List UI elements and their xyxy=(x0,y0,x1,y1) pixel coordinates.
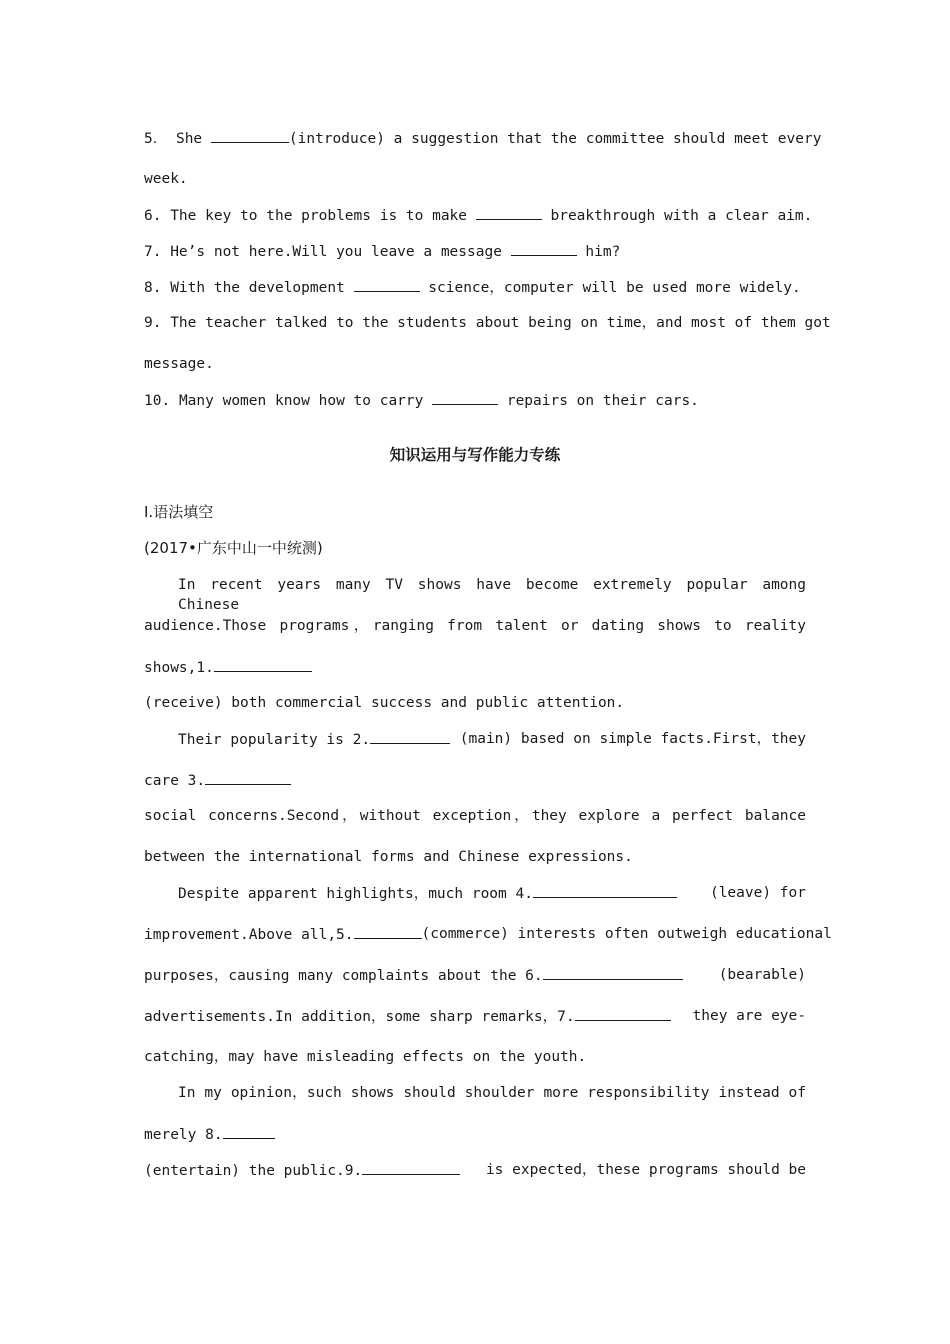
answer-blank-6[interactable] xyxy=(543,965,683,980)
passage-line xyxy=(144,883,806,904)
question-text: The teacher talked to the students about being on time，and most of them got xyxy=(170,315,831,331)
passage-line xyxy=(144,1006,806,1027)
question-number: 9. xyxy=(144,315,162,331)
word-hint: (introduce) xyxy=(288,131,385,147)
question-text: repairs on their cars. xyxy=(506,393,699,409)
passage-text: purposes，causing many complaints about the 6. xyxy=(144,968,543,984)
passage-line xyxy=(144,924,832,945)
question-text: He’s not here.Will you leave a message xyxy=(170,244,502,260)
question-text: a suggestion that the committee should meet every xyxy=(393,131,822,147)
passage-line: (receive) both commercial success and public attention. xyxy=(144,695,625,711)
question-7 xyxy=(144,241,806,262)
question-5-continued xyxy=(144,169,806,189)
passage-line: social concerns.Second，without exception，they explore a perfect balance xyxy=(144,808,806,824)
passage-text: (commerce) interests often outweigh educational xyxy=(421,926,832,942)
answer-blank-2[interactable] xyxy=(370,729,450,744)
passage-segment xyxy=(178,729,450,750)
answer-blank[interactable] xyxy=(476,205,542,220)
question-text: The key to the problems is to make xyxy=(170,208,468,224)
part-label: Ⅰ.语法填空 xyxy=(144,503,214,521)
passage-line: In my opinion，such shows should shoulder more responsibility instead of xyxy=(178,1085,806,1101)
question-10 xyxy=(144,390,806,411)
passage-text: they are eye- xyxy=(692,1008,806,1024)
question-text: With the development xyxy=(170,280,345,296)
passage-segment xyxy=(144,924,422,945)
answer-blank-5[interactable] xyxy=(354,924,422,939)
passage-segment xyxy=(144,1006,671,1027)
question-text: She xyxy=(175,131,203,147)
passage-text: improvement.Above all,5. xyxy=(144,927,354,943)
passage-text: shows,1. xyxy=(144,660,214,676)
passage-line xyxy=(144,657,806,678)
question-text: week. xyxy=(144,171,188,187)
answer-blank-3[interactable] xyxy=(205,770,291,785)
question-9 xyxy=(144,313,831,333)
source-label: (2017•广东中山一中统测) xyxy=(144,539,323,557)
passage-text: Despite apparent highlights，much room 4. xyxy=(178,886,533,902)
passage-text: (bearable) xyxy=(718,967,806,983)
passage-line: catching，may have misleading effects on the youth. xyxy=(144,1049,587,1065)
answer-blank-9[interactable] xyxy=(362,1160,460,1175)
passage-line xyxy=(144,729,806,750)
passage-text: care 3. xyxy=(144,773,206,789)
passage-text: (main) based on simple facts.First，they xyxy=(459,731,806,747)
passage-text: (entertain) the public.9. xyxy=(144,1163,363,1179)
passage-line: between the international forms and Chinese expressions. xyxy=(144,849,633,865)
question-number: 8. xyxy=(144,280,162,296)
passage-text: merely 8. xyxy=(144,1127,223,1143)
answer-blank[interactable] xyxy=(211,128,289,143)
question-number: 7. xyxy=(144,244,162,260)
question-number: 6. xyxy=(144,208,162,224)
passage-line xyxy=(144,1124,806,1145)
question-number: 5． xyxy=(144,131,168,147)
answer-blank[interactable] xyxy=(511,241,577,256)
question-5 xyxy=(144,128,822,149)
question-number: 10. xyxy=(144,393,171,409)
question-text: breakthrough with a clear aim. xyxy=(550,208,813,224)
section-title: 知识运用与写作能力专练 xyxy=(389,446,561,464)
question-text: him? xyxy=(585,244,621,260)
question-9-continued xyxy=(144,354,806,374)
question-6 xyxy=(144,205,813,226)
answer-blank-4[interactable] xyxy=(533,883,677,898)
passage-line: In recent years many TV shows have become extremely popular among Chinese xyxy=(178,577,806,613)
passage-text: advertisements.In addition，some sharp remarks，7. xyxy=(144,1009,575,1025)
passage-line xyxy=(144,965,806,986)
answer-blank[interactable] xyxy=(354,277,420,292)
passage-text: Their popularity is 2. xyxy=(178,732,371,748)
question-text: message. xyxy=(144,356,214,372)
answer-blank[interactable] xyxy=(432,390,498,405)
question-text: science，computer will be used more widely. xyxy=(428,280,801,296)
answer-blank-1[interactable] xyxy=(214,657,312,672)
passage-text: is expected，these programs should be xyxy=(485,1162,806,1178)
passage-line xyxy=(144,1160,806,1181)
document-page xyxy=(144,0,832,1344)
passage-text: (leave) for xyxy=(709,885,806,901)
passage-line: audience.Those programs，ranging from talent or dating shows to reality xyxy=(144,618,806,634)
passage-segment xyxy=(144,965,683,986)
answer-blank-7[interactable] xyxy=(575,1006,671,1021)
passage-segment xyxy=(144,1160,460,1181)
question-8 xyxy=(144,277,806,298)
passage-segment xyxy=(178,883,677,904)
passage-line xyxy=(144,770,806,791)
answer-blank-8[interactable] xyxy=(223,1124,275,1139)
question-text: Many women know how to carry xyxy=(178,393,424,409)
